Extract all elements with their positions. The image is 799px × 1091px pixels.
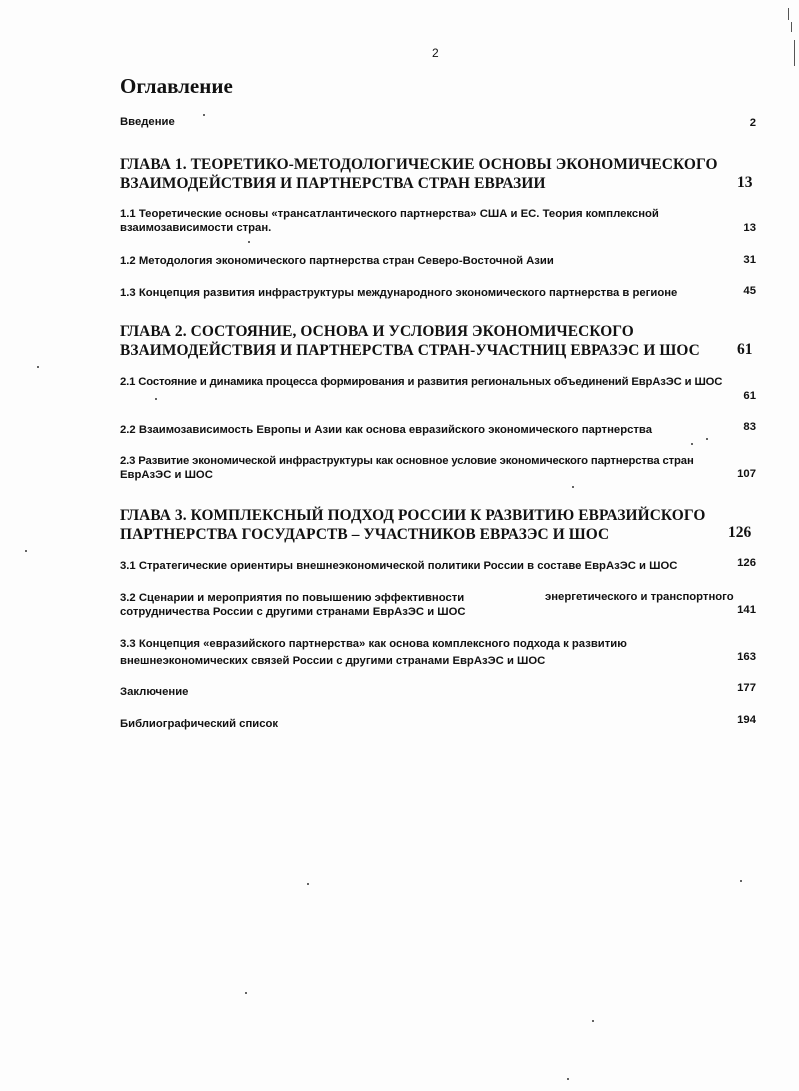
toc-section-3-3-page: 163 xyxy=(737,651,756,663)
toc-section-3-1: 3.1 Стратегические ориентиры внешнеэкономической политики России в составе ЕврАзЭС и ШОС xyxy=(120,560,678,572)
scan-speck xyxy=(203,114,205,116)
scan-speck xyxy=(592,1020,594,1022)
scan-speck xyxy=(572,486,574,488)
toc-section-1-3: 1.3 Концепция развития инфраструктуры международного экономического партнерства в регионе xyxy=(120,287,678,299)
chapter2-heading-line2: ВЗАИМОДЕЙСТВИЯ И ПАРТНЕРСТВА СТРАН-УЧАСТНИЦ ЕВРАЗЭС И ШОС xyxy=(120,342,700,359)
toc-section-2-3-line2: ЕврАзЭС и ШОС xyxy=(120,469,213,481)
toc-section-3-1-page: 126 xyxy=(737,557,756,569)
toc-section-1-2-page: 31 xyxy=(743,254,756,266)
toc-section-1-3-page: 45 xyxy=(743,285,756,297)
chapter2-heading-line1: ГЛАВА 2. СОСТОЯНИЕ, ОСНОВА И УСЛОВИЯ ЭКОНОМИЧЕСКОГО xyxy=(120,323,634,340)
scan-speck xyxy=(25,550,27,552)
toc-section-2-1-page: 61 xyxy=(743,390,756,402)
toc-section-1-1-page: 13 xyxy=(743,222,756,234)
scan-speck xyxy=(155,398,157,400)
scan-mark xyxy=(788,8,789,20)
toc-section-3-2-line2: сотрудничества России с другими странами ЕврАзЭС и ШОС xyxy=(120,606,466,618)
toc-section-3-2-line1a: 3.2 Сценарии и мероприятия по повышению эффективности xyxy=(120,592,465,604)
toc-section-2-3-page: 107 xyxy=(737,468,756,480)
toc-section-1-2: 1.2 Методология экономического партнерства стран Северо-Восточной Азии xyxy=(120,255,554,267)
scan-speck xyxy=(307,883,309,885)
chapter3-page: 126 xyxy=(728,524,752,541)
toc-bibliography-label: Библиографический список xyxy=(120,718,279,730)
chapter1-heading-line1: ГЛАВА 1. ТЕОРЕТИКО-МЕТОДОЛОГИЧЕСКИЕ ОСНОВЫ ЭКОНОМИЧЕСКОГО xyxy=(120,156,718,173)
toc-section-3-3-line1: 3.3 Концепция «евразийского партнерства» как основа комплексного подхода к развитию xyxy=(120,638,627,650)
toc-section-3-2-page: 141 xyxy=(737,604,756,616)
chapter1-heading-line2: ВЗАИМОДЕЙСТВИЯ И ПАРТНЕРСТВА СТРАН ЕВРАЗИИ xyxy=(120,175,546,192)
toc-bibliography-page: 194 xyxy=(737,714,756,726)
scan-speck xyxy=(706,438,708,440)
scan-speck xyxy=(740,880,742,882)
toc-intro-page: 2 xyxy=(749,117,756,129)
toc-section-1-1-line1: 1.1 Теоретические основы «трансатлантического партнерства» США и ЕС. Теория комплексной xyxy=(120,208,659,220)
toc-section-1-1-line2: взаимозависимости стран. xyxy=(120,222,272,234)
scan-mark xyxy=(791,22,792,32)
scan-speck xyxy=(245,992,247,994)
scan-speck xyxy=(37,366,39,368)
scan-speck xyxy=(248,241,250,243)
toc-conclusion-label: Заключение xyxy=(120,686,189,698)
scan-speck xyxy=(567,1078,569,1080)
toc-intro-label: Введение xyxy=(120,116,175,128)
toc-section-2-1: 2.1 Состояние и динамика процесса формирования и развития региональных объединений ЕврАзЭС и ШОС xyxy=(120,376,723,388)
chapter3-heading-line1: ГЛАВА 3. КОМПЛЕКСНЫЙ ПОДХОД РОССИИ К РАЗВИТИЮ ЕВРАЗИЙСКОГО xyxy=(120,507,706,524)
toc-section-3-3-line2: внешнеэкономических связей России с другими странами ЕврАзЭС и ШОС xyxy=(120,655,546,667)
toc-section-2-2: 2.2 Взаимозависимость Европы и Азии как основа евразийского экономического партнерства xyxy=(120,424,652,436)
chapter3-heading-line2: ПАРТНЕРСТВА ГОСУДАРСТВ – УЧАСТНИКОВ ЕВРАЗЭС И ШОС xyxy=(120,526,610,543)
toc-section-2-2-page: 83 xyxy=(743,421,756,433)
toc-conclusion-page: 177 xyxy=(737,682,756,694)
toc-section-2-3-line1: 2.3 Развитие экономической инфраструктуры как основное условие экономического партнерства стран xyxy=(120,455,694,467)
scan-mark xyxy=(794,40,795,66)
chapter1-page: 13 xyxy=(737,174,753,191)
toc-section-3-2-line1b: энергетического и транспортного xyxy=(545,591,734,603)
page-number: 2 xyxy=(432,46,439,60)
chapter2-page: 61 xyxy=(737,341,753,358)
scan-speck xyxy=(691,443,693,445)
page-title: Оглавление xyxy=(120,74,233,98)
